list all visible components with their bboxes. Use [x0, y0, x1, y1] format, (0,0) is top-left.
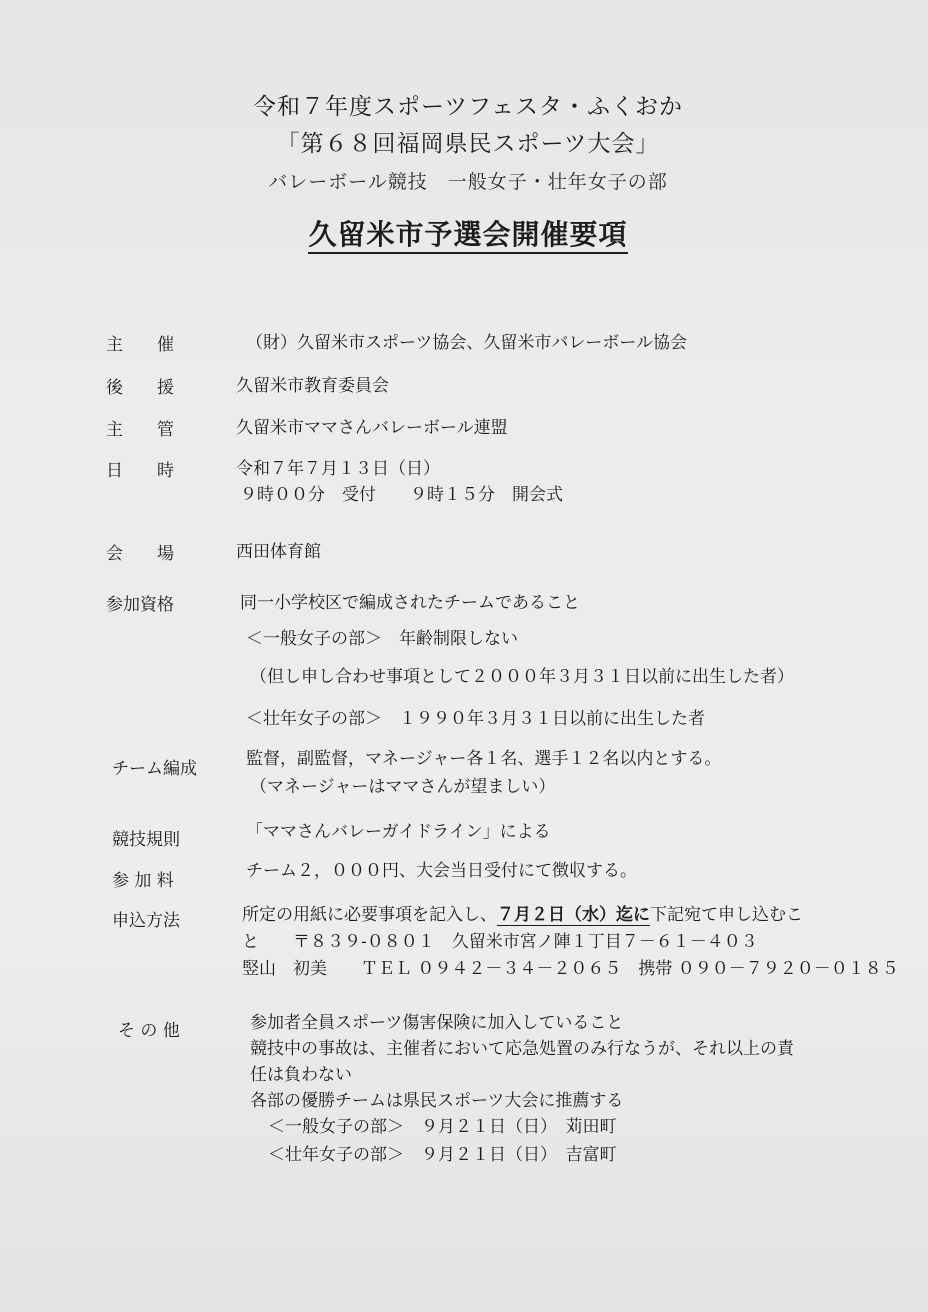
label-team: チーム編成 [112, 759, 197, 779]
application-address: と 〒８３９-０８０１ 久留米市宮ノ陣１丁目７－６１－４０３ [242, 932, 758, 952]
label-eligibility: 参加資格 [106, 595, 174, 615]
value-date: 令和７年７月１３日（日） [236, 459, 440, 479]
application-contact: 竪山 初美 ＴＥＬ ０９４２－３４－２０６５ 携帯 ０９０－７９２０－０１８５ [242, 959, 899, 979]
eligibility-general-note: （但し申し合わせ事項として２０００年３月３１日以前に出生した者） [250, 667, 794, 687]
application-instruction-tail: 下記宛て申し込むこ [650, 905, 803, 925]
team-line1: 監督，副監督，マネージャー各１名、選手１２名以内とする。 [246, 749, 722, 769]
label-management: 主 管 [106, 420, 174, 440]
other-senior-final: ＜壮年女子の部＞ ９月２１日（日） 吉富町 [268, 1145, 617, 1165]
eligibility-general: ＜一般女子の部＞ 年齢制限しない [246, 629, 518, 649]
value-fee: チーム２，０００円、大会当日受付にて徴収する。 [246, 861, 637, 881]
label-venue: 会 場 [106, 544, 174, 564]
application-line1 [242, 902, 803, 929]
event-title: 令和７年度スポーツフェスタ・ふくおか [253, 94, 683, 120]
team-line2: （マネージャーはママさんが望ましい） [250, 777, 556, 797]
eligibility-line1: 同一小学校区で編成されたチームであること [240, 593, 580, 613]
value-rules: 「ママさんバレーガイドライン」による [246, 822, 551, 842]
value-support: 久留米市教育委員会 [236, 376, 389, 396]
tournament-title: 「第６８回福岡県民スポーツ大会」 [276, 131, 660, 157]
label-datetime: 日 時 [106, 461, 174, 481]
other-line1: 参加者全員スポーツ傷害保険に加入していること [250, 1013, 624, 1033]
title-block [0, 88, 928, 254]
value-venue: 西田体育館 [236, 542, 321, 562]
value-time: ９時００分 受付 ９時１５分 開会式 [240, 485, 563, 505]
value-management: 久留米市ママさんバレーボール連盟 [236, 418, 508, 438]
category-subtitle: バレーボール競技 一般女子・壮年女子の部 [268, 171, 668, 193]
other-line4: 各部の優勝チームは県民スポーツ大会に推薦する [250, 1091, 624, 1111]
main-title: 久留米市予選会開催要項 [308, 218, 627, 254]
label-other: そ の 他 [118, 1021, 180, 1041]
label-rules: 競技規則 [112, 830, 180, 850]
eligibility-senior: ＜壮年女子の部＞ １９９０年３月３１日以前に出生した者 [246, 709, 705, 729]
other-line3: 任は負わない [250, 1065, 352, 1085]
other-line2: 競技中の事故は、主催者において応急処置のみ行なうが、それ以上の責 [250, 1039, 794, 1059]
label-support: 後 援 [106, 378, 174, 398]
label-sponsor: 主 催 [106, 335, 174, 355]
label-application: 申込方法 [112, 911, 180, 931]
application-instruction: 所定の用紙に必要事項を記入し、 [242, 905, 497, 925]
value-sponsor: （財）久留米市スポーツ協会、久留米市バレーボール協会 [246, 333, 687, 353]
application-deadline: ７月２日（水）迄に [497, 905, 650, 925]
other-general-final: ＜一般女子の部＞ ９月２１日（日） 苅田町 [268, 1117, 617, 1137]
label-fee: 参 加 料 [112, 871, 174, 891]
